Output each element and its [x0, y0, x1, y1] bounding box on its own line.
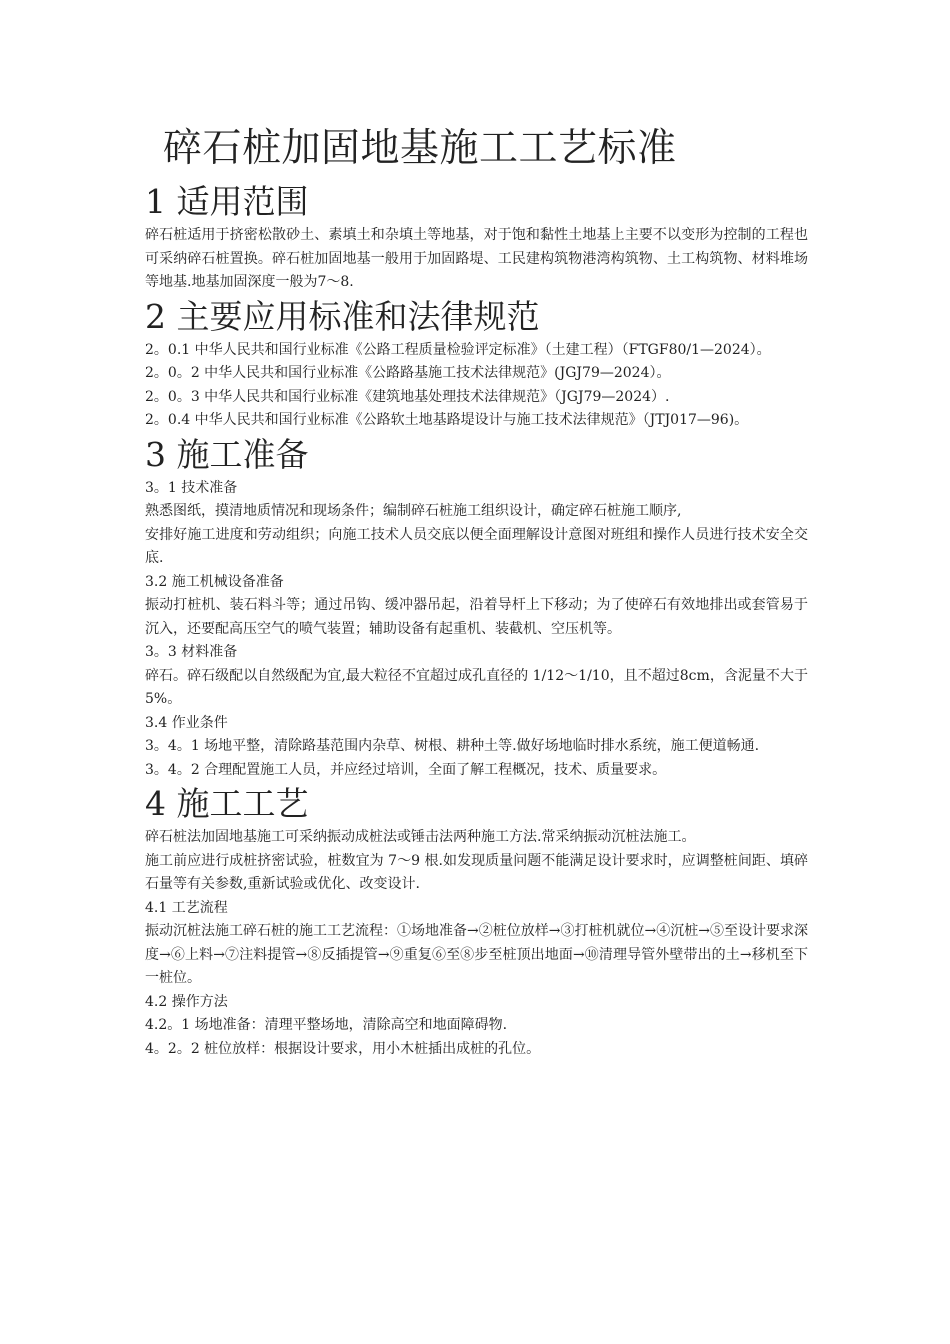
subheading: 3.4 作业条件: [145, 714, 228, 731]
paragraph: 4。2。2 桩位放样：根据设计要求，用小木桩插出成桩的孔位。: [145, 1040, 541, 1057]
paragraph: 碎石桩适用于挤密松散砂土、素填土和杂填土等地基，对于饱和黏性土地基上主要不以变形为控制的工程也可采纳碎石桩置换。碎石桩加固地基一般用于加固路堤、工民建构筑物港湾构筑物、土工构筑物、材料堆场等地基.地基加固深度一般为7～8.: [145, 227, 808, 290]
paragraph: 振动沉桩法施工碎石桩的施工工艺流程：①场地准备→②桩位放样→③打桩机就位→④沉桩→⑤至设计要求深度→⑥上料→⑦注料提管→⑧反插提管→⑨重复⑥至⑧步至桩顶出地面→⑩清理导管外壁带出的土→移机至下一桩位。: [145, 923, 808, 986]
paragraph: 碎石。碎石级配以自然级配为宜,最大粒径不宜超过成孔直径的 1/12～1/10，且不超过8cm，含泥量不大于 5%。: [145, 667, 808, 707]
paragraph: 2。0。2 中华人民共和国行业标准《公路路基施工技术法律规范》(JGJ79—2024）。: [145, 365, 671, 381]
paragraph: 安排好施工进度和劳动组织；向施工技术人员交底以便全面理解设计意图对班组和操作人员进行技术安全交底.: [145, 526, 808, 566]
subheading: 4.2 操作方法: [145, 993, 228, 1010]
paragraph: 4.2。1 场地准备：清理平整场地，清除高空和地面障碍物.: [145, 1017, 508, 1033]
subheading: 3。1 技术准备: [145, 479, 238, 496]
section-heading-process: 4 施工工艺: [145, 784, 309, 823]
paragraph: 熟悉图纸，摸清地质情况和现场条件；编制碎石桩施工组织设计，确定碎石桩施工顺序,: [145, 503, 682, 519]
paragraph: 施工前应进行成桩挤密试验，桩数宜为 7～9 根.如发现质量问题不能满足设计要求时，应调整桩间距、填碎石量等有关参数,重新试验或优化、改变设计.: [145, 852, 808, 892]
subheading: 3.2 施工机械设备准备: [145, 573, 284, 590]
section-heading-scope: 1 适用范围: [145, 182, 309, 221]
paragraph: 3。4。2 合理配置施工人员，并应经过培训，全面了解工程概况，技术、质量要求。: [145, 761, 667, 778]
paragraph: 碎石桩法加固地基施工可采纳振动成桩法或锤击法两种施工方法.常采纳振动沉桩法施工。: [145, 829, 696, 845]
subheading: 3。3 材料准备: [145, 644, 238, 660]
subheading: 4.1 工艺流程: [145, 899, 228, 916]
paragraph: 2。0.1 中华人民共和国行业标准《公路工程质量检验评定标准》（土建工程）（FTGF80/1—2024）。: [145, 341, 771, 358]
paragraph: 振动打桩机、装石料斗等；通过吊钩、缓冲器吊起，沿着导杆上下移动；为了使碎石有效地排出或套管易于沉入，还要配高压空气的喷气装置；辅助设备有起重机、装截机、空压机等。: [145, 597, 808, 637]
paragraph: 3。4。1 场地平整，清除路基范围内杂草、树根、耕种土等.做好场地临时排水系统，施工便道畅通.: [145, 738, 760, 754]
document-body: [145, 118, 808, 1061]
document-title: 碎石桩加固地基施工工艺标准: [163, 126, 677, 171]
paragraph: 2。0.4 中华人民共和国行业标准《公路软土地基路堤设计与施工技术法律规范》（JTJ017—96)。: [145, 412, 749, 428]
section-heading-standards: 2 主要应用标准和法律规范: [145, 296, 540, 336]
section-heading-preparation: 3 施工准备: [145, 434, 309, 474]
paragraph: 2。0。3 中华人民共和国行业标准《建筑地基处理技术法律规范》（JGJ79—2024）.: [145, 388, 670, 405]
